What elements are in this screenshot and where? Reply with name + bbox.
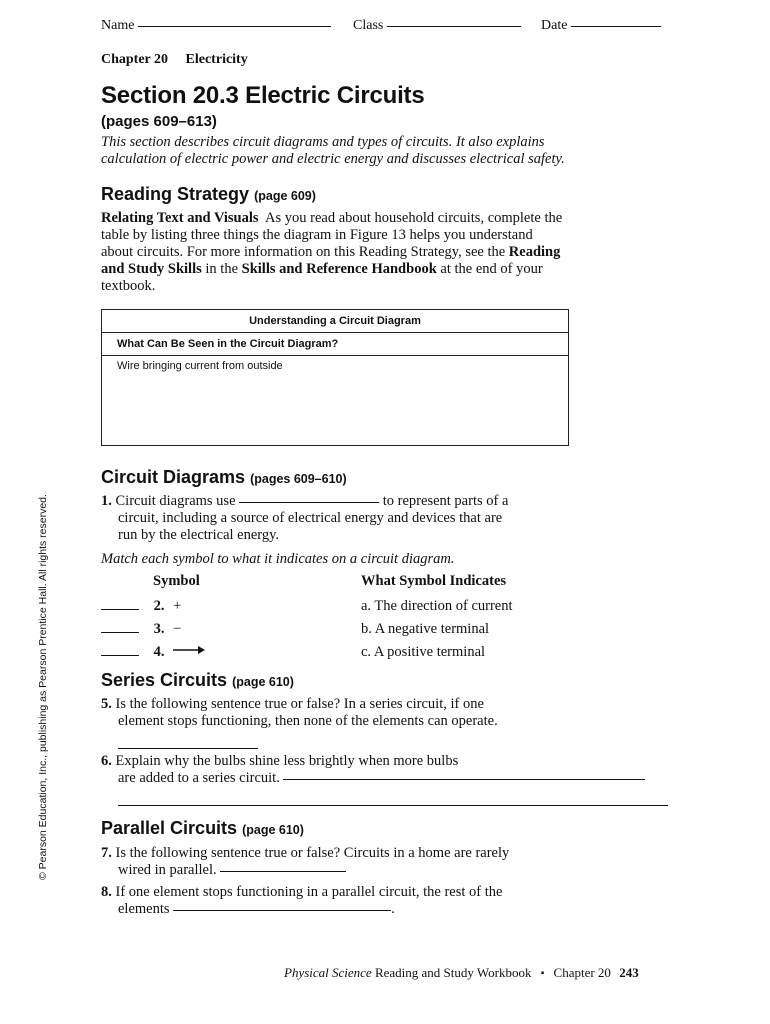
chapter-topic: Electricity xyxy=(185,52,248,67)
reading-strategy-text xyxy=(101,210,563,295)
chapter-line xyxy=(101,52,248,68)
parallel-circuits-pages: (page 610) xyxy=(242,823,304,837)
question-1-blank[interactable] xyxy=(239,501,379,503)
match-number-2: 2. xyxy=(153,598,165,614)
reading-strategy-pages: (page 609) xyxy=(254,189,316,203)
question-5-text-b: element stops functioning, then none of the elements can operate. xyxy=(118,713,498,729)
section-intro: This section describes circuit diagrams and types of circuits. It also explains calculation of electric power and electric energy and discusses electrical safety. xyxy=(101,134,565,167)
circuit-diagrams-heading xyxy=(101,467,347,488)
answer-blank-3[interactable] xyxy=(101,632,139,633)
reading-strategy-text-2: in the xyxy=(205,261,239,277)
class-blank[interactable] xyxy=(387,25,521,27)
question-8 xyxy=(101,884,571,918)
question-1-text-b: to represent parts of a xyxy=(382,493,509,509)
question-7-blank[interactable] xyxy=(220,870,346,872)
name-blank[interactable] xyxy=(138,25,331,27)
question-1-text-c: circuit, including a source of electrical energy and devices that are xyxy=(118,510,503,526)
match-item-4 xyxy=(101,644,206,661)
question-5-blank[interactable] xyxy=(118,747,258,749)
footer-bullet: ▪ xyxy=(540,968,545,979)
question-6-text-a: Explain why the bulbs shine less brightly when more bulbs xyxy=(115,753,459,769)
question-8-blank[interactable] xyxy=(173,909,391,911)
footer-chapter: Chapter 20 xyxy=(553,965,611,980)
reading-strategy-heading xyxy=(101,184,316,205)
circuit-diagram-table xyxy=(101,309,569,446)
copyright-note: © Pearson Education, Inc., publishing as Pearson Prentice Hall. All rights reserved. xyxy=(37,494,49,880)
answer-blank-4[interactable] xyxy=(101,655,139,656)
reading-strategy-text-3: at the end of your textbook. xyxy=(101,261,543,294)
indicates-column-header: What Symbol Indicates xyxy=(361,573,507,589)
footer-page-number: 243 xyxy=(619,965,639,980)
question-1 xyxy=(101,493,566,544)
reading-strategy-title: Reading Strategy xyxy=(101,184,250,204)
minus-symbol: − xyxy=(173,621,182,637)
match-item-2 xyxy=(101,598,181,615)
question-8-text-a: If one element stops functioning in a parallel circuit, the rest of the xyxy=(115,884,503,900)
question-1-number: 1. xyxy=(101,493,112,509)
question-7-text-a: Is the following sentence true or false? Circuits in a home are rarely xyxy=(115,845,510,861)
table-entry-text: Wire bringing current from outside xyxy=(117,360,283,372)
chapter-number: Chapter 20 xyxy=(101,52,169,67)
page-footer xyxy=(284,965,639,981)
question-7-text-b: wired in parallel. xyxy=(118,862,217,878)
series-circuits-heading xyxy=(101,670,294,691)
question-8-number: 8. xyxy=(101,884,112,900)
answer-blank-2[interactable] xyxy=(101,609,139,610)
question-5-text-a: Is the following sentence true or false? In a series circuit, if one xyxy=(115,696,484,712)
reading-strategy-text-1: As you read about household circuits, complete the table by listing three things the diagram in Figure 13 helps you understand about circuits. For more information on this Reading Strategy, see the xyxy=(101,210,563,260)
plus-symbol: + xyxy=(173,598,182,614)
question-7 xyxy=(101,845,571,879)
table-entry[interactable] xyxy=(102,356,568,372)
question-6-text-b: are added to a series circuit. xyxy=(118,770,280,786)
question-8-text-b: elements xyxy=(118,901,170,917)
question-7-number: 7. xyxy=(101,845,112,861)
table-column-header: What Can Be Seen in the Circuit Diagram? xyxy=(102,333,568,356)
question-5 xyxy=(101,696,571,756)
parallel-circuits-heading xyxy=(101,818,304,839)
name-field xyxy=(101,18,331,34)
option-c: c. A positive terminal xyxy=(361,644,486,660)
series-circuits-pages: (page 610) xyxy=(232,675,294,689)
table-title: Understanding a Circuit Diagram xyxy=(102,310,568,333)
reading-strategy-lead: Relating Text and Visuals xyxy=(101,210,259,226)
question-6-number: 6. xyxy=(101,753,112,769)
date-field xyxy=(541,18,661,34)
class-label: Class xyxy=(353,18,384,33)
circuit-diagrams-title: Circuit Diagrams xyxy=(101,467,246,487)
match-number-4: 4. xyxy=(153,644,165,660)
match-number-3: 3. xyxy=(153,621,165,637)
arrow-icon xyxy=(172,645,206,655)
footer-book-title: Physical Science xyxy=(284,965,372,980)
question-6 xyxy=(101,753,671,813)
circuit-diagrams-pages: (pages 609–610) xyxy=(250,472,347,486)
reading-strategy-bold-1: Reading and Study Skills xyxy=(101,244,561,277)
question-6-blank-1[interactable] xyxy=(283,778,645,780)
section-title: Section 20.3 Electric Circuits xyxy=(101,82,425,109)
name-label: Name xyxy=(101,18,135,33)
question-6-blank-2[interactable] xyxy=(118,804,668,806)
match-item-3 xyxy=(101,621,181,638)
date-blank[interactable] xyxy=(571,25,661,27)
question-8-end: . xyxy=(391,901,395,917)
match-instruction: Match each symbol to what it indicates on a circuit diagram. xyxy=(101,551,455,567)
option-b: b. A negative terminal xyxy=(361,621,490,637)
question-1-text-a: Circuit diagrams use xyxy=(115,493,236,509)
reading-strategy-bold-2: Skills and Reference Handbook xyxy=(241,261,437,277)
question-5-number: 5. xyxy=(101,696,112,712)
footer-book-rest: Reading and Study Workbook xyxy=(374,965,532,980)
option-a: a. The direction of current xyxy=(361,598,513,614)
series-circuits-title: Series Circuits xyxy=(101,670,228,690)
symbol-column-header: Symbol xyxy=(153,573,200,589)
date-label: Date xyxy=(541,18,568,33)
class-field xyxy=(353,18,521,34)
parallel-circuits-title: Parallel Circuits xyxy=(101,818,238,838)
question-1-text-d: run by the electrical energy. xyxy=(118,527,280,543)
section-pages: (pages 609–613) xyxy=(101,113,217,130)
